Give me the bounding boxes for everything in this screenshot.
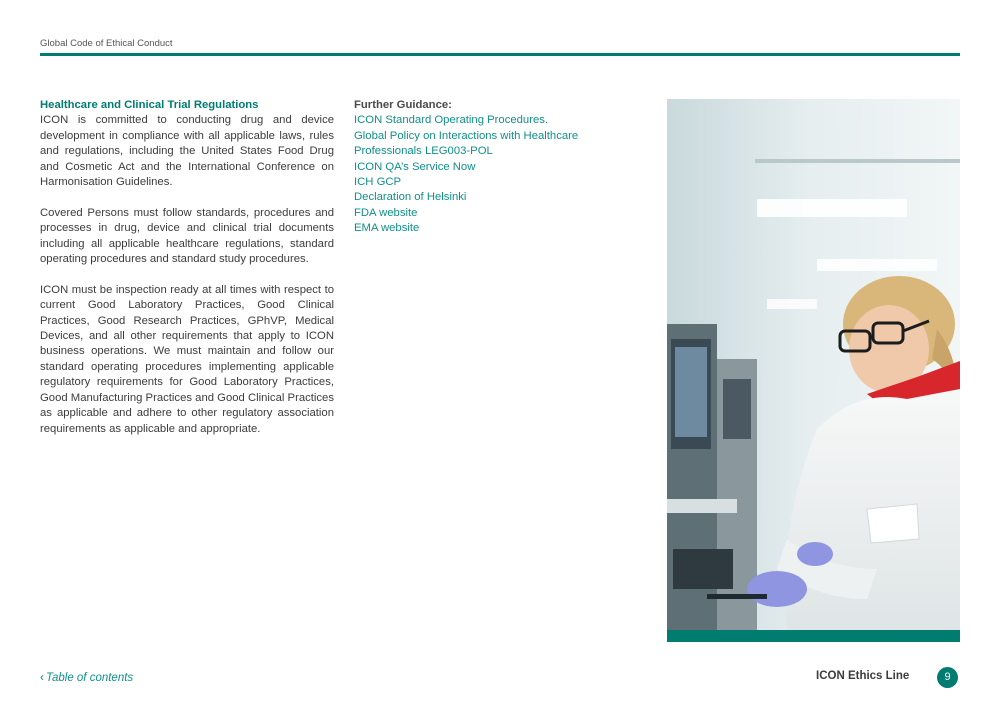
link-qa-service-now[interactable]: ICON QA’s Service Now — [354, 160, 476, 173]
table-of-contents-link[interactable] — [40, 670, 133, 684]
section-paragraph-3: ICON must be inspection ready at all times with respect to current Good Laboratory Practices, Good Clinical Practices, Good Research Practices, GPhVP, Medical Devices, and all other requirements that apply to ICON business operations. We must maintain and follow our standard operating procedures implementing applicable regulatory requirements for Good Laboratory Practices, Good Manufacturing Practices and Good Clinical Practices as applicable and adhere to other regulatory association requirements as applicable and appropriate. — [40, 283, 334, 435]
section-paragraph-2: Covered Persons must follow standards, procedures and processes in drug, device and clinical trial documents including all applicable healthcare regulations, standard operating procedures and standard study procedures. — [40, 206, 334, 266]
link-ema-website[interactable]: EMA website — [354, 222, 420, 235]
link-icon-sops[interactable]: ICON Standard Operating Procedures. — [354, 114, 549, 127]
link-declaration-helsinki[interactable]: Declaration of Helsinki — [354, 191, 467, 204]
lab-scientist-illustration — [667, 99, 960, 630]
page-number-badge: 9 — [937, 667, 958, 688]
guidance-title: Further Guidance: — [354, 99, 452, 111]
header-rule — [40, 53, 960, 56]
guidance-links — [354, 113, 644, 236]
section-title: Healthcare and Clinical Trial Regulations — [40, 99, 259, 111]
link-healthcare-policy-code[interactable]: Professionals LEG003-POL — [354, 145, 493, 158]
link-ich-gcp[interactable]: ICH GCP — [354, 176, 402, 189]
ethics-line-link[interactable]: ICON Ethics Line — [816, 670, 910, 682]
regulations-section — [40, 98, 334, 452]
document-title: Global Code of Ethical Conduct — [40, 38, 173, 49]
lab-photo — [667, 99, 960, 630]
chevron-left-icon: ‹ — [40, 670, 44, 684]
section-paragraph-1: ICON is committed to conducting drug and device development in compliance with all applicable laws, rules and regulations, including the United States Food Drug and Cosmetic Act and the International Conference on Harmonisation Guidelines. — [40, 114, 334, 189]
photo-accent-bar — [667, 630, 960, 642]
link-fda-website[interactable]: FDA website — [354, 206, 418, 219]
further-guidance — [354, 98, 644, 237]
link-healthcare-policy[interactable]: Global Policy on Interactions with Healthcare — [354, 129, 579, 142]
toc-label: Table of contents — [46, 672, 134, 684]
